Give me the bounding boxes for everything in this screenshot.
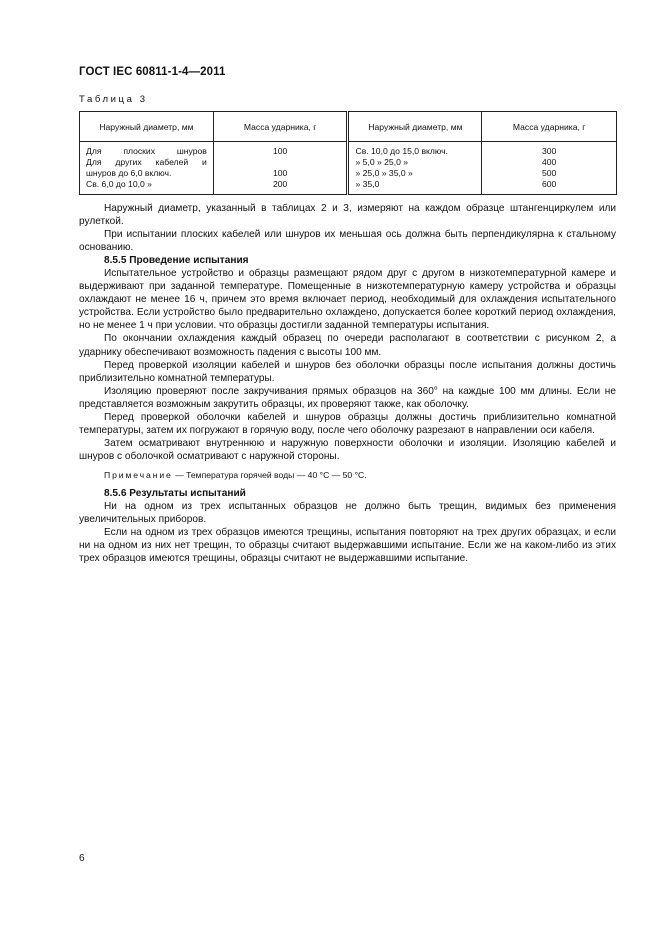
paragraph: Ни на одном из трех испытанных образцов не должно быть трещин, видимых без применения увеличительных приборов. [79,500,616,526]
left-mass-value: 100 [273,168,288,178]
table-caption: Таблица 3 [79,94,148,105]
left-mass-value: 200 [273,179,288,189]
impact-mass-table [79,111,617,195]
right-mass-value: 300 [542,146,557,156]
right-diameter-line: » 25,0 » 35,0 » [355,168,413,178]
paragraph: Если на одном из трех образцов имеются трещины, испытания повторяют на трех других образцах, и если ни на одном из них нет трещин, то образцы считают выдержавшими испытание. Если же на каком-либо из этих трех образцов имеются трещины, образцы считают не выдержавшими испытание. [79,527,616,565]
left-diameter-line: шнуров до 6,0 включ. [86,168,172,178]
header-outer-diameter-right: Наружный диаметр, мм [348,112,482,142]
left-diameter-line: Для плоских шнуров [86,146,207,156]
table-header-row [80,112,617,142]
header-striker-mass-left: Масса ударника, г [213,112,348,142]
page-number: 6 [79,853,85,864]
document-body [79,202,616,565]
right-diameter-cell [348,142,482,195]
right-diameter-line: » 35,0 [355,179,380,189]
paragraph: Наружный диаметр, указанный в таблицах 2 и 3, измеряют на каждом образце штангенциркулем или рулеткой. [79,203,616,228]
left-mass-value [214,157,347,168]
paragraph: По окончании охлаждения каждый образец по очереди располагают в соответствии с рисунком 2, а ударнику обеспечивают возможность падения с высоты 100 мм. [79,333,616,358]
section-heading-8-5-6: 8.5.6 Результаты испытаний [104,487,246,499]
note-label: Примечание [104,469,173,480]
paragraph: При испытании плоских кабелей или шнуров их меньшая ось должна быть перпендикулярна к стальному основанию. [79,229,616,254]
paragraph: Испытательное устройство и образцы размещают рядом друг с другом в низкотемпературной камере и выдерживают при заданной температуре. Помещенные в низкотемпературную камеру устройства и образцы охлаждают не менее 16 ч, причем это время включает период, необходимый для охлаждения испытательного устройства. Если устройство было предварительно охлаждено, допускается более короткий период охлаждения, но не менее 1 ч при условии. что образцы достигли заданной температуры испытания. [79,268,616,332]
section-heading-8-5-5: 8.5.5 Проведение испытания [104,255,249,267]
left-mass-cell [213,142,348,195]
right-mass-value: 500 [542,168,557,178]
header-outer-diameter-left: Наружный диаметр, мм [80,112,214,142]
standard-designation: ГОСТ IEC 60811-1-4—2011 [79,66,226,78]
left-diameter-line: Св. 6,0 до 10,0 » [86,179,152,189]
header-striker-mass-right: Масса ударника, г [482,112,617,142]
left-mass-value: 100 [273,146,288,156]
right-mass-cell [482,142,617,195]
paragraph: Изоляцию проверяют после закручивания прямых образцов на 360° на каждые 100 мм длины. Если не представляется возможным закрутить образцы, их проверяют также, как оболочку. [79,385,616,410]
right-diameter-line: Св. 10,0 до 15,0 включ. [355,146,448,156]
right-mass-value: 400 [542,157,557,167]
left-diameter-line: Для других кабелей и [86,157,207,167]
right-mass-value: 600 [542,179,557,189]
right-diameter-line: » 5,0 » 25,0 » [355,157,409,167]
note [79,469,616,481]
paragraph: Перед проверкой оболочки кабелей и шнуров образцы должны достичь приблизительно комнатной температуры, затем их погружают в горячую воду, после чего оболочку разрезают в направлении оси кабеля. [79,411,616,436]
left-diameter-cell [80,142,214,195]
paragraph: Затем осматривают внутреннюю и наружную поверхности оболочки и изоляции. Изоляцию кабелей и шнуров с оболочкой осматривают с наружной стороны. [79,437,616,462]
table-row [80,142,617,195]
paragraph: Перед проверкой изоляции кабелей и шнуров без оболочки образцы после испытания должны достичь приблизительно комнатной температуры. [79,359,616,384]
note-text: — Температура горячей воды — 40 °С — 50 °С. [172,469,367,480]
